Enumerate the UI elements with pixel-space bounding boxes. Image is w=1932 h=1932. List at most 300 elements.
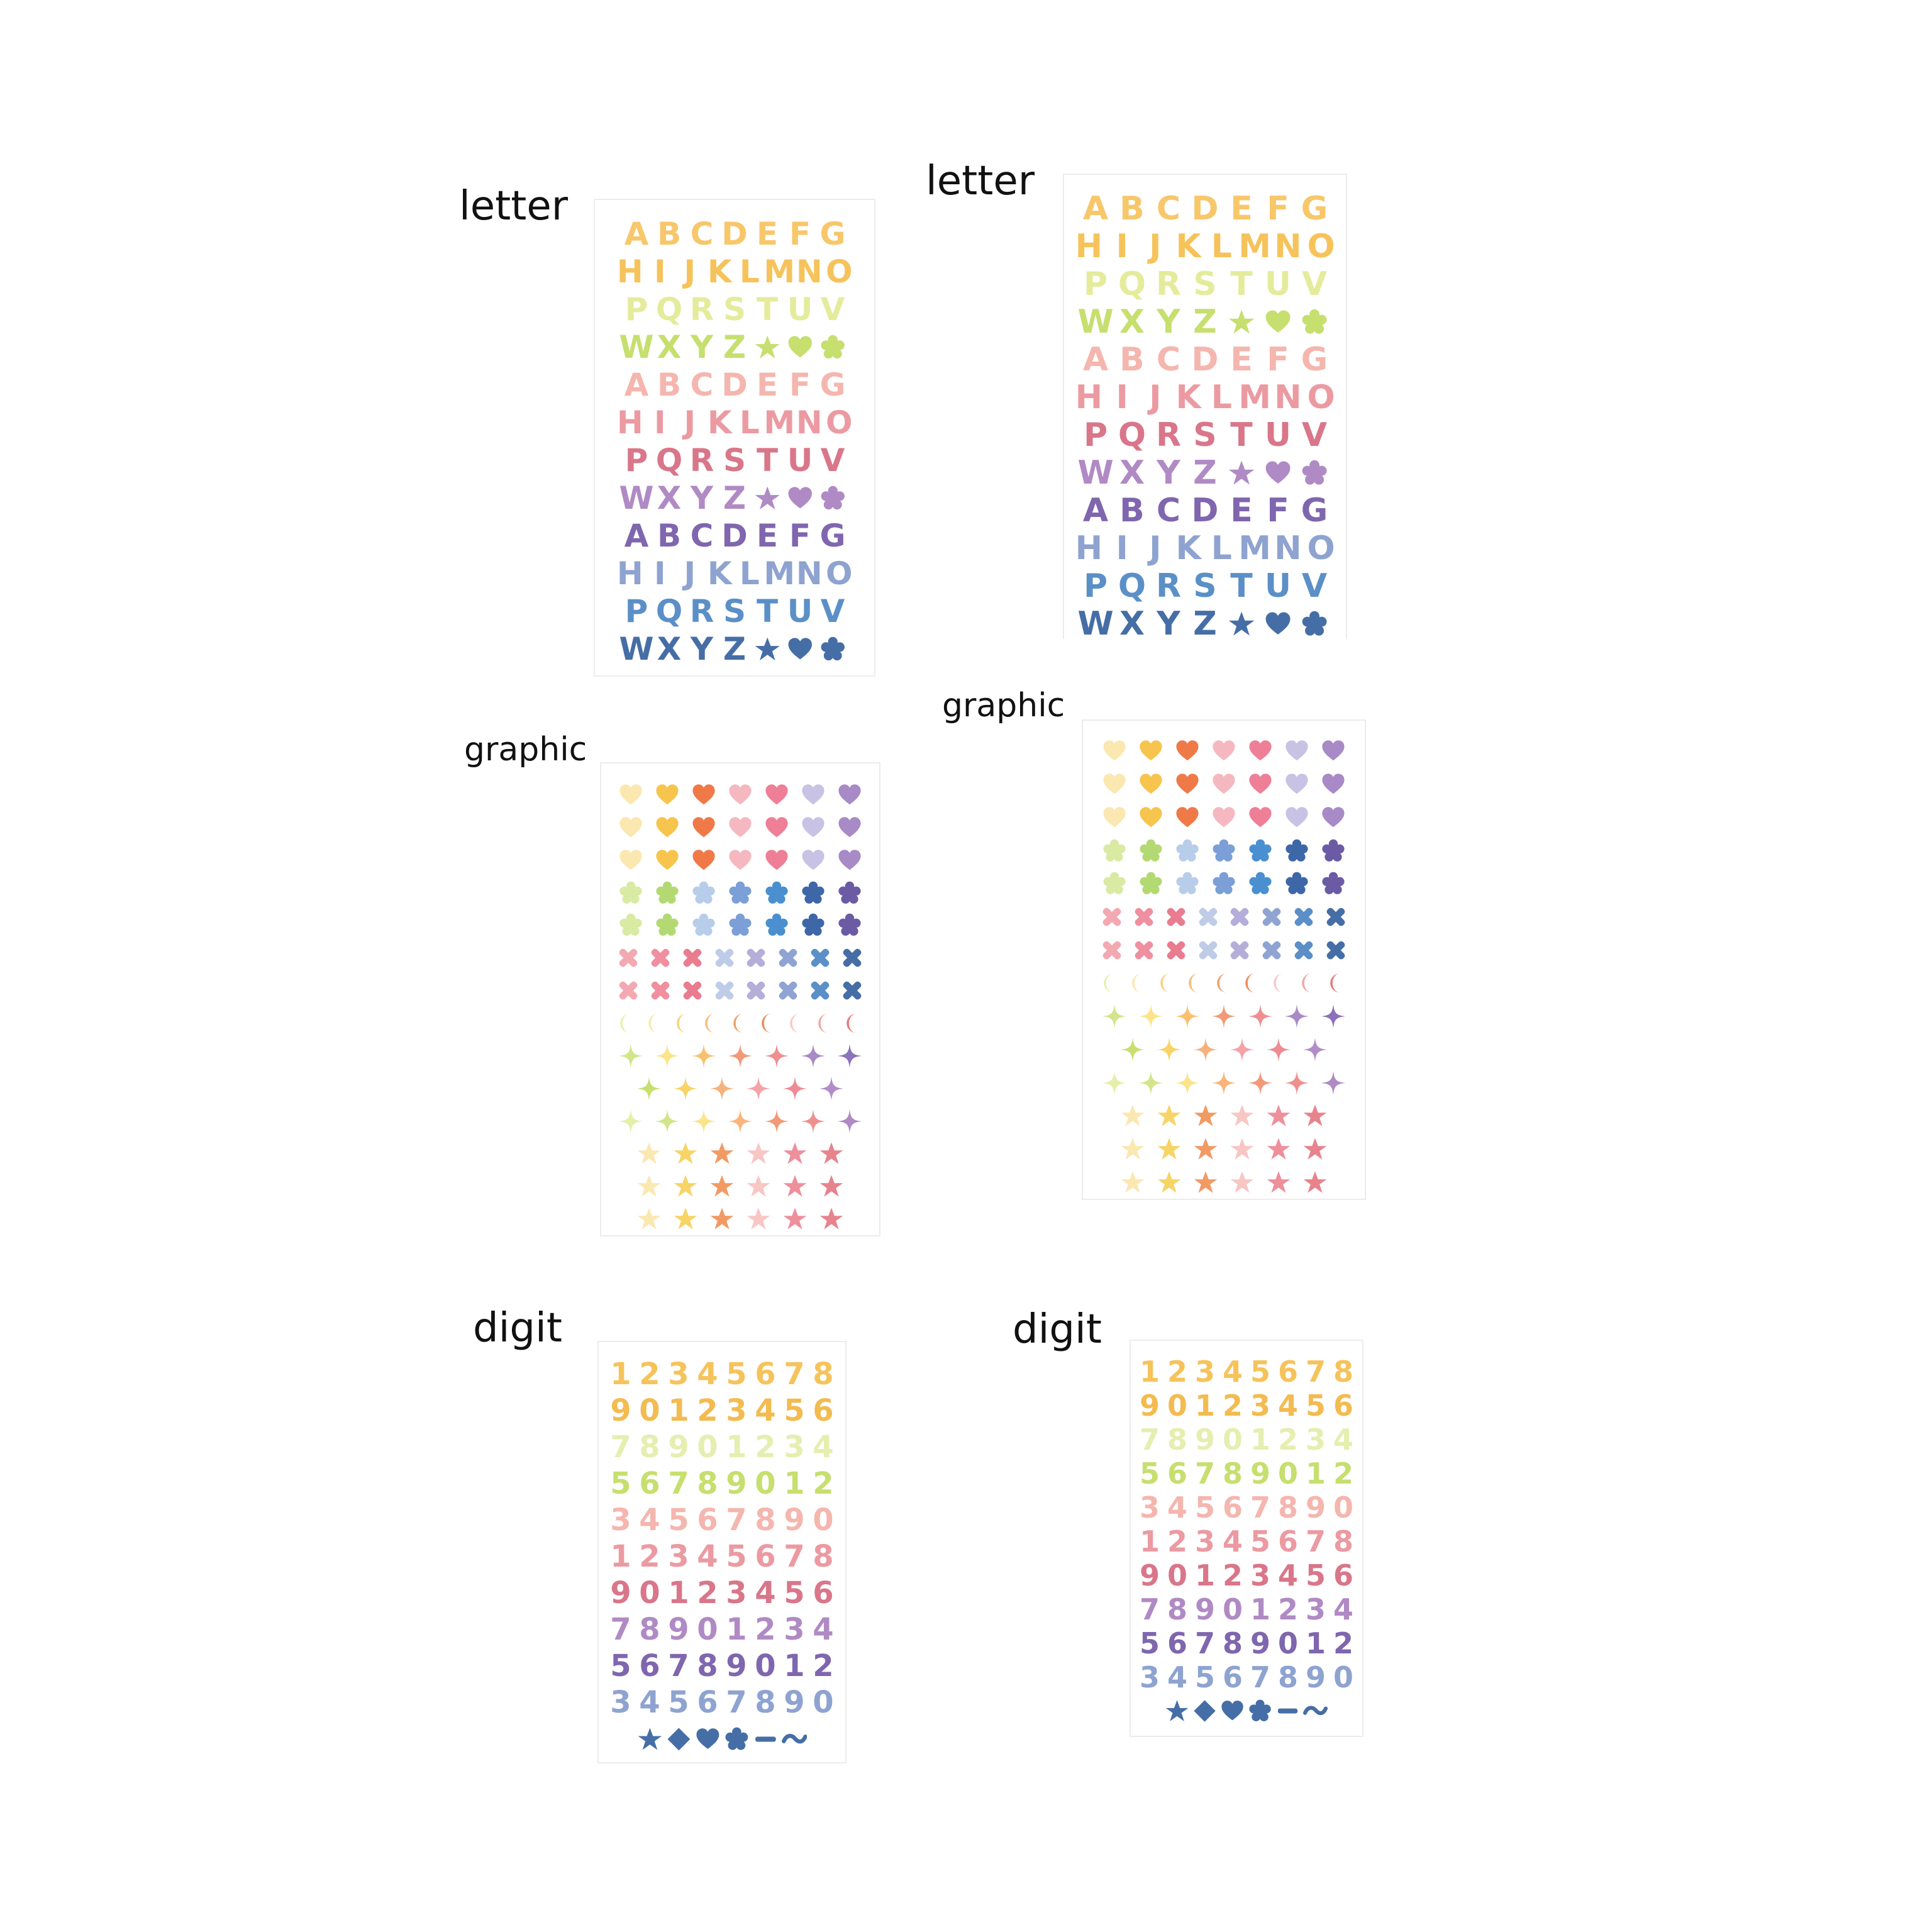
letter-sticker: V (1301, 567, 1328, 605)
star-sticker-icon (667, 1141, 704, 1166)
letter-sticker: U (787, 442, 813, 479)
heart-sticker-icon (831, 848, 868, 873)
star-sticker-icon (751, 485, 784, 512)
letter-sticker: T (756, 291, 779, 328)
sparkle-sticker-icon (1242, 1070, 1279, 1096)
digit-sticker: 1 (1139, 1524, 1160, 1558)
star-sticker-icon (1151, 1103, 1187, 1128)
sparkle-sticker-icon (1279, 1070, 1315, 1096)
digit-sticker: 3 (1194, 1524, 1215, 1558)
sticker-row (606, 1465, 838, 1502)
sticker-row (620, 592, 849, 630)
letter-sticker: A (624, 518, 649, 554)
letter-sticker: D (1191, 190, 1219, 228)
flower-sticker-icon (831, 913, 868, 938)
digit-sticker: 9 (610, 1393, 631, 1428)
sticker-row (620, 291, 849, 328)
cross-sticker-icon (1096, 904, 1128, 930)
sticker-row (1096, 967, 1352, 1000)
flower-sticker-icon (1246, 1699, 1274, 1723)
digit-sticker: 0 (639, 1393, 660, 1428)
digit-sticker: 0 (813, 1502, 834, 1538)
sparkle-sticker-icon (1279, 1004, 1315, 1029)
sticker-row (1077, 303, 1333, 341)
diamond-sticker-icon (664, 1726, 693, 1752)
flower-sticker-icon (649, 880, 686, 906)
letter-sticker: J (684, 555, 696, 592)
heart-sticker-icon (795, 848, 831, 873)
letter-sticker: Z (723, 329, 747, 365)
star-sticker-icon (1187, 1103, 1224, 1128)
star-sticker-icon (1297, 1170, 1333, 1195)
letter-sticker: X (657, 480, 682, 516)
letter-sticker: U (1264, 265, 1292, 303)
letter-sticker: O (1307, 379, 1335, 416)
letter-sticker: F (789, 367, 811, 403)
flower-sticker-icon (816, 636, 849, 663)
digit-sticker: 9 (1194, 1592, 1215, 1626)
digit-sticker: 2 (1167, 1524, 1187, 1558)
moon-sticker-icon (1323, 972, 1352, 994)
sticker-row (615, 404, 854, 441)
flower-sticker-icon (758, 913, 795, 938)
letter-sticker: K (1175, 530, 1201, 567)
digit-sticker: 5 (726, 1539, 747, 1574)
digit-sticker: 4 (755, 1393, 776, 1428)
star-sticker-icon (635, 1726, 664, 1752)
flower-sticker-icon (686, 913, 722, 938)
dash-sticker-icon (1274, 1699, 1302, 1723)
sticker-row (1136, 1558, 1357, 1592)
flower-sticker-icon (1279, 838, 1315, 863)
letter-sticker: T (756, 442, 779, 479)
heart-sticker-icon (1279, 772, 1315, 797)
sticker-row (620, 328, 849, 366)
star-sticker-icon (1163, 1699, 1191, 1723)
star-sticker-icon (667, 1206, 704, 1231)
letter-sticker: K (1175, 379, 1201, 416)
heart-sticker-icon (1169, 738, 1206, 763)
digit-sticker: 7 (1139, 1592, 1160, 1626)
flower-sticker-icon (1296, 308, 1333, 336)
sticker-row (1096, 1066, 1352, 1099)
letter-label-right: letter (926, 158, 1035, 204)
digit-sticker: 9 (726, 1648, 747, 1684)
star-sticker-icon (777, 1141, 813, 1166)
letter-sticker: P (1083, 265, 1108, 303)
sticker-row (1136, 1524, 1357, 1558)
sparkle-sticker-icon (722, 1043, 758, 1069)
digit-sticker: 5 (784, 1575, 805, 1611)
letter-sticker: J (684, 253, 696, 290)
letter-sticker: S (1193, 567, 1217, 605)
letter-sticker: B (1119, 341, 1145, 379)
sticker-row (1114, 1099, 1333, 1133)
letter-sticker: Y (690, 480, 714, 516)
cross-sticker-icon (1128, 904, 1160, 930)
letter-sticker: J (684, 404, 696, 441)
digit-sticker: 6 (1333, 1558, 1353, 1592)
letter-sticker: H (616, 555, 643, 592)
sparkle-sticker-icon (1133, 1004, 1169, 1029)
sticker-row (1096, 735, 1352, 768)
digit-sticker: 4 (1277, 1558, 1298, 1592)
sticker-row (1136, 1457, 1357, 1491)
star-sticker-icon (777, 1206, 813, 1231)
digit-sticker: 5 (1250, 1355, 1270, 1389)
cross-sticker-icon (1319, 904, 1352, 930)
sticker-row (606, 1356, 838, 1392)
digit-sticker: 8 (1167, 1423, 1187, 1457)
letter-sticker: B (657, 216, 682, 252)
digit-sticker: 2 (1333, 1457, 1353, 1491)
digit-sticker: 5 (1139, 1626, 1160, 1660)
moon-sticker-icon (1295, 972, 1323, 994)
moon-sticker-icon (1181, 972, 1209, 994)
cross-sticker-icon (836, 945, 868, 970)
heart-sticker-icon (1242, 772, 1279, 797)
digit-sticker: 1 (1194, 1558, 1215, 1592)
letter-sticker: X (657, 631, 682, 667)
moon-sticker-icon (840, 1012, 868, 1035)
tilde-sticker-icon (780, 1726, 809, 1752)
letter-sticker: D (1191, 341, 1219, 379)
digit-sticker: 6 (1167, 1457, 1187, 1491)
sticker-row (631, 1170, 850, 1202)
heart-sticker-icon (795, 815, 831, 840)
tilde-sticker-icon (1302, 1699, 1330, 1723)
letter-sticker: V (1301, 416, 1328, 454)
digit-sticker: 7 (1194, 1626, 1215, 1660)
digit-sticker: 6 (1222, 1491, 1243, 1524)
letter-sticker: A (624, 367, 649, 403)
digit-sticker: 1 (1250, 1423, 1270, 1457)
sticker-row (606, 1538, 838, 1575)
sticker-row (1136, 1389, 1357, 1423)
digit-sticker: 3 (610, 1502, 631, 1538)
digit-sticker: 3 (1250, 1389, 1270, 1423)
cross-sticker-icon (1128, 938, 1160, 963)
letter-sticker: W (1077, 303, 1114, 341)
sticker-row (620, 441, 849, 479)
moon-sticker-icon (755, 1012, 783, 1035)
letter-sticker: Z (723, 631, 747, 667)
sticker-row (635, 1721, 809, 1757)
digit-sticker: 8 (813, 1539, 834, 1574)
sticker-row (1136, 1423, 1357, 1457)
letter-sticker: E (756, 367, 779, 403)
digit-sticker-sheet-left (597, 1341, 847, 1763)
letter-sticker: B (1119, 492, 1145, 530)
heart-sticker-icon (831, 782, 868, 808)
cross-sticker-icon (677, 978, 709, 1003)
moon-sticker-icon (783, 1012, 811, 1035)
star-sticker-icon (777, 1174, 813, 1199)
sparkle-sticker-icon (1206, 1004, 1242, 1029)
letter-sticker: E (756, 216, 779, 252)
letter-sticker: D (721, 216, 748, 252)
digit-sticker: 2 (697, 1393, 718, 1428)
letter-sticker: C (690, 216, 714, 252)
digit-sticker: 9 (1139, 1389, 1160, 1423)
letter-sticker: I (1116, 228, 1128, 265)
sticker-row (1136, 1355, 1357, 1389)
star-sticker-icon (813, 1174, 850, 1199)
flower-sticker-icon (722, 913, 758, 938)
star-sticker-icon (1260, 1103, 1297, 1128)
sticker-row (631, 1137, 850, 1170)
letter-sticker: G (819, 367, 846, 403)
letter-sticker: E (1230, 492, 1253, 530)
digit-sticker: 0 (1222, 1423, 1243, 1457)
letter-sticker: R (689, 442, 714, 479)
letter-sticker: J (1149, 530, 1162, 567)
sticker-row (1096, 901, 1352, 934)
cross-sticker-icon (1224, 938, 1256, 963)
letter-sticker: B (657, 367, 682, 403)
digit-sticker: 8 (639, 1612, 660, 1647)
digit-sticker-sheet-right (1130, 1340, 1363, 1737)
digit-sticker: 5 (668, 1502, 689, 1538)
sparkle-sticker-icon (1260, 1037, 1297, 1062)
heart-sticker-icon (613, 782, 649, 808)
digit-sticker: 3 (784, 1612, 805, 1647)
cross-sticker-icon (1288, 904, 1320, 930)
letter-sticker: M (1238, 228, 1271, 265)
digit-sticker: 9 (784, 1502, 805, 1538)
digit-sticker: 9 (1305, 1491, 1326, 1524)
cross-sticker-icon (804, 945, 836, 970)
digit-sticker: 7 (668, 1466, 689, 1501)
sparkle-sticker-icon (722, 1109, 758, 1134)
star-sticker-icon (813, 1141, 850, 1166)
digit-sticker: 0 (1167, 1558, 1187, 1592)
letter-sticker: P (625, 442, 648, 479)
heart-sticker-icon (1206, 805, 1242, 830)
letter-sticker: V (820, 291, 845, 328)
digit-sticker: 1 (610, 1539, 631, 1574)
cross-sticker-icon (836, 978, 868, 1003)
sticker-row (606, 1684, 838, 1721)
digit-sticker: 5 (1305, 1558, 1326, 1592)
sparkle-sticker-icon (1169, 1070, 1206, 1096)
sparkle-sticker-icon (613, 1043, 649, 1069)
letter-sticker: M (1238, 379, 1271, 416)
letter-sticker: Y (1157, 454, 1180, 492)
letter-sticker: G (819, 518, 846, 554)
letter-sticker: Z (723, 480, 747, 516)
digit-sticker: 9 (1305, 1660, 1326, 1694)
digit-sticker: 4 (1333, 1423, 1353, 1457)
digit-sticker: 6 (1333, 1389, 1353, 1423)
sparkle-sticker-icon (667, 1076, 704, 1101)
letter-sticker-sheet-right (1063, 174, 1347, 643)
star-sticker-icon (1223, 459, 1260, 487)
digit-sticker: 4 (755, 1575, 776, 1611)
digit-sticker: 9 (726, 1466, 747, 1501)
sticker-row (1114, 1165, 1333, 1199)
digit-sticker: 4 (1167, 1660, 1187, 1694)
sparkle-sticker-icon (795, 1109, 831, 1134)
flower-sticker-icon (816, 334, 849, 361)
letter-sticker: G (819, 216, 846, 252)
letter-sticker: H (1075, 379, 1103, 416)
digit-sticker: 3 (1139, 1660, 1160, 1694)
digit-sticker: 0 (755, 1466, 776, 1501)
digit-sticker: 3 (726, 1575, 747, 1611)
sticker-row (620, 479, 849, 517)
digit-sticker: 2 (813, 1466, 834, 1501)
heart-sticker-icon (693, 1726, 722, 1752)
letter-sticker: G (1301, 341, 1328, 379)
star-sticker-icon (1114, 1103, 1151, 1128)
flower-sticker-icon (795, 880, 831, 906)
flower-sticker-icon (722, 1726, 751, 1752)
sticker-row (606, 1429, 838, 1465)
digit-sticker: 7 (1250, 1491, 1270, 1524)
star-sticker-icon (1187, 1170, 1224, 1195)
heart-sticker-icon (649, 815, 686, 840)
digit-sticker: 2 (639, 1357, 660, 1392)
sparkle-sticker-icon (1187, 1037, 1224, 1062)
sticker-row (1077, 341, 1333, 379)
sparkle-sticker-icon (649, 1043, 686, 1069)
letter-sticker: I (653, 253, 666, 290)
star-sticker-icon (1187, 1136, 1224, 1162)
digit-sticker: 6 (697, 1685, 718, 1720)
heart-sticker-icon (831, 815, 868, 840)
letter-sticker: C (690, 518, 714, 554)
cross-sticker-icon (645, 978, 677, 1003)
digit-sticker: 7 (1250, 1660, 1270, 1694)
letter-sticker: Q (1118, 416, 1146, 454)
digit-sticker: 6 (639, 1648, 660, 1684)
letter-sticker: S (1193, 416, 1217, 454)
digit-sticker: 4 (1222, 1355, 1243, 1389)
letter-sticker: P (1083, 567, 1108, 605)
heart-sticker-icon (1260, 610, 1296, 638)
digit-sticker: 9 (668, 1612, 689, 1647)
flower-sticker-icon (816, 485, 849, 512)
letter-sticker: O (825, 253, 853, 290)
graphic-label-left: graphic (464, 731, 587, 769)
letter-sticker: Y (1157, 605, 1180, 643)
digit-sticker: 4 (813, 1430, 834, 1465)
letter-sticker: Z (1193, 303, 1217, 341)
digit-sticker: 8 (697, 1466, 718, 1501)
sticker-row (631, 1202, 850, 1235)
moon-sticker-icon (1124, 972, 1153, 994)
sticker-row (1163, 1694, 1330, 1728)
letter-sticker-sheet-left (594, 199, 875, 677)
sparkle-sticker-icon (1224, 1037, 1260, 1062)
letter-sticker: D (721, 367, 748, 403)
letter-sticker: S (723, 442, 746, 479)
heart-sticker-icon (1096, 738, 1133, 763)
letter-sticker: L (1211, 530, 1232, 567)
moon-sticker-icon (613, 1012, 641, 1035)
digit-sticker: 4 (1167, 1491, 1187, 1524)
heart-sticker-icon (1133, 738, 1169, 763)
digit-sticker: 3 (668, 1357, 689, 1392)
letter-sticker: I (653, 404, 666, 441)
star-sticker-icon (631, 1174, 667, 1199)
moon-sticker-icon (726, 1012, 754, 1035)
letter-sticker: G (1301, 190, 1328, 228)
digit-sticker: 1 (1305, 1626, 1326, 1660)
digit-sticker: 1 (784, 1466, 805, 1501)
letter-sticker: W (1077, 454, 1114, 492)
sticker-row (1096, 867, 1352, 901)
letter-sticker: D (721, 518, 748, 554)
digit-sticker: 9 (1194, 1423, 1215, 1457)
heart-sticker-icon (784, 334, 816, 361)
star-sticker-icon (1224, 1170, 1260, 1195)
sticker-row (613, 811, 868, 844)
cross-sticker-icon (1256, 904, 1288, 930)
letter-sticker: C (1156, 492, 1181, 530)
letter-sticker: L (739, 555, 760, 592)
moon-sticker-icon (811, 1012, 840, 1035)
letter-sticker: W (1077, 605, 1114, 643)
cross-sticker-icon (740, 978, 772, 1003)
sparkle-sticker-icon (1114, 1037, 1151, 1062)
letter-sticker: E (756, 518, 779, 554)
digit-sticker: 9 (668, 1430, 689, 1465)
digit-sticker: 8 (755, 1685, 776, 1720)
star-sticker-icon (1114, 1170, 1151, 1195)
letter-sticker: U (1264, 567, 1292, 605)
sparkle-sticker-icon (704, 1076, 740, 1101)
digit-sticker: 8 (1333, 1355, 1353, 1389)
digit-sticker: 8 (1222, 1626, 1243, 1660)
letter-sticker: M (763, 555, 796, 592)
heart-sticker-icon (795, 782, 831, 808)
digit-sticker: 3 (1305, 1423, 1326, 1457)
digit-sticker: 5 (726, 1357, 747, 1392)
star-sticker-icon (1223, 610, 1260, 638)
digit-sticker: 1 (668, 1575, 689, 1611)
sparkle-sticker-icon (777, 1076, 813, 1101)
star-sticker-icon (1224, 1103, 1260, 1128)
star-sticker-icon (1297, 1136, 1333, 1162)
letter-sticker: T (1230, 265, 1253, 303)
digit-sticker: 7 (726, 1502, 747, 1538)
digit-sticker: 7 (1139, 1423, 1160, 1457)
digit-sticker: 1 (1194, 1389, 1215, 1423)
letter-sticker: Q (1118, 265, 1146, 303)
letter-sticker: M (1238, 530, 1271, 567)
digit-sticker: 7 (1194, 1457, 1215, 1491)
star-sticker-icon (813, 1206, 850, 1231)
digit-sticker: 8 (813, 1357, 834, 1392)
letter-sticker: J (1149, 228, 1162, 265)
digit-sticker: 7 (784, 1357, 805, 1392)
flower-sticker-icon (1206, 838, 1242, 863)
digit-sticker: 7 (1305, 1355, 1326, 1389)
cross-sticker-icon (613, 978, 645, 1003)
digit-sticker: 5 (784, 1393, 805, 1428)
digit-sticker: 1 (726, 1430, 747, 1465)
cross-sticker-icon (1288, 938, 1320, 963)
letter-sticker: F (789, 216, 811, 252)
heart-sticker-icon (1260, 308, 1296, 336)
sticker-row (613, 1105, 868, 1138)
letter-sticker: U (787, 593, 813, 630)
sparkle-sticker-icon (831, 1109, 868, 1134)
letter-sticker: F (1267, 190, 1289, 228)
digit-sticker: 9 (1139, 1558, 1160, 1592)
